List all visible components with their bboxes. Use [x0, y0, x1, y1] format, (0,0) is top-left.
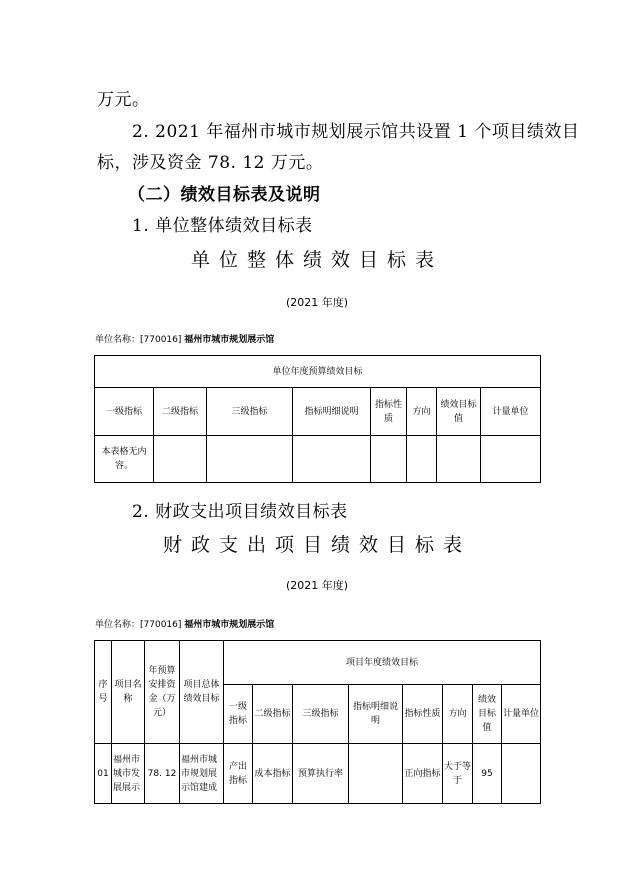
unit-name: 福州市城市规划展示馆: [184, 620, 275, 630]
paragraph-2-line-1: 2. 2021 年福州市城市规划展示馆共设置 1 个项目绩效目: [132, 122, 580, 142]
table1-empty-cell: [293, 436, 371, 483]
table2-header-budget: 年预算安排资金（万元）: [145, 641, 180, 744]
row-target: 95: [473, 744, 502, 804]
table2-year: (2021 年度): [285, 579, 349, 592]
table2-header-nature: 指标性质: [403, 685, 443, 744]
table-row: [95, 744, 541, 804]
unit-prefix: 单位名称：[770016]: [95, 335, 182, 345]
table2-header-unit: 计量单位: [502, 685, 541, 744]
table1-empty-cell: [437, 436, 481, 483]
paragraph-2-line-2: 标，涉及资金 78. 12 万元。: [97, 153, 324, 173]
section-heading: （二）绩效目标表及说明: [128, 185, 321, 205]
table2-header-level2: 二级指标: [253, 685, 293, 744]
row-detail: [349, 744, 403, 804]
table2-header-level1: 一级指标: [224, 685, 253, 744]
table1-empty-note: 本表格无内容。: [95, 436, 154, 483]
table1-header-unit: 计量单位: [481, 388, 541, 436]
table1-header-detail: 指标明细说明: [293, 388, 371, 436]
table1-header-direction: 方向: [407, 388, 437, 436]
table2-grid: [94, 640, 541, 804]
table1-header-target: 绩效目标值: [437, 388, 481, 436]
table1-header-level1: 一级指标: [95, 388, 154, 436]
unit-name: 福州市城市规划展示馆: [184, 335, 275, 345]
table2-unit-name: [95, 617, 274, 630]
subheading-1: 1. 单位整体绩效目标表: [132, 216, 313, 236]
row-project: 福州市城市发展展示: [112, 744, 145, 804]
table1-empty-cell: [154, 436, 207, 483]
table2-header-seq: 序号: [95, 641, 112, 744]
table1-header-level2: 二级指标: [154, 388, 207, 436]
subheading-2: 2. 财政支出项目绩效目标表: [132, 502, 348, 522]
table1-unit-name: [95, 332, 274, 345]
table2-header-direction: 方向: [443, 685, 473, 744]
row-budget: 78. 12: [145, 744, 180, 804]
table1-empty-cell: [371, 436, 407, 483]
table2-header-project: 项目名称: [112, 641, 145, 744]
table1-grid: [94, 355, 541, 483]
table2-header-goal: 项目总体绩效目标: [180, 641, 224, 744]
row-goal: 福州市城市规划展示馆建成: [180, 744, 224, 804]
table2-header-detail: 指标明细说明: [349, 685, 403, 744]
table2-header-level3: 三级指标: [293, 685, 349, 744]
row-unit: [502, 744, 541, 804]
table1-empty-cell: [207, 436, 293, 483]
table1-year: (2021 年度): [285, 296, 349, 309]
row-level3: 预算执行率: [293, 744, 349, 804]
row-nature: 正向指标: [403, 744, 443, 804]
row-direction: 大于等于: [443, 744, 473, 804]
table1-empty-cell: [481, 436, 541, 483]
row-level1: 产出指标: [224, 744, 253, 804]
table1-title: 单位整体绩效目标表: [190, 249, 443, 271]
table1-header-level3: 三级指标: [207, 388, 293, 436]
row-level2: 成本指标: [253, 744, 293, 804]
row-seq: 01: [95, 744, 112, 804]
paragraph-continuation: 万元。: [97, 90, 150, 110]
table1-header-nature: 指标性质: [371, 388, 407, 436]
table1-group-header: 单位年度预算绩效目标: [95, 356, 541, 388]
table2-title: 财政支出项目绩效目标表: [162, 534, 471, 556]
table2-header-target: 绩效目标值: [473, 685, 502, 744]
table1-empty-cell: [407, 436, 437, 483]
unit-prefix: 单位名称：[770016]: [95, 620, 182, 630]
table2-group-header: 项目年度绩效目标: [224, 641, 541, 685]
